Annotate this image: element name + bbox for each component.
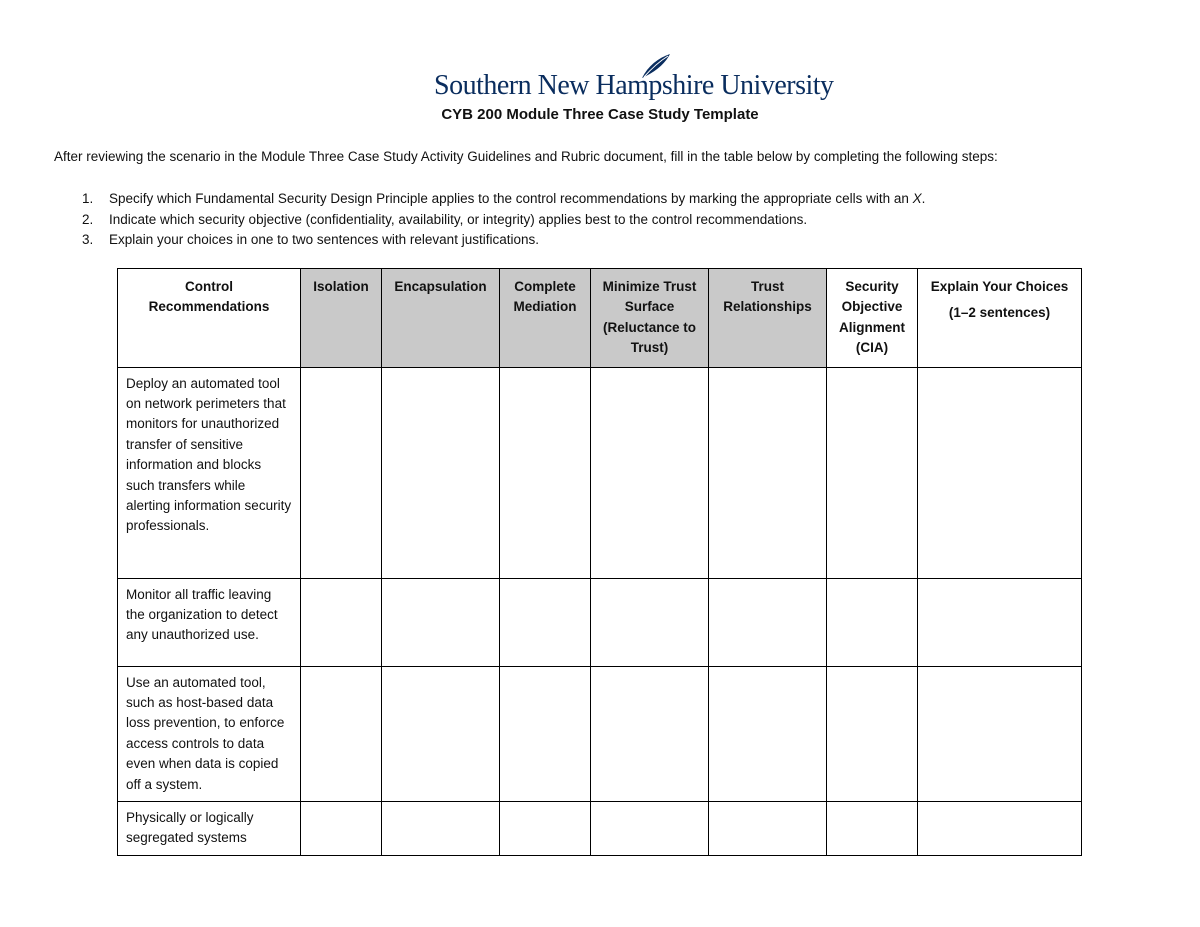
- explain-cell[interactable]: [918, 578, 1082, 666]
- recommendation-cell: Use an automated tool, such as host-based data loss prevention, to enforce access controls to data even when data is copied off a system.: [118, 666, 301, 801]
- isolation-cell[interactable]: [301, 802, 382, 856]
- step-text: Specify which Fundamental Security Design Principle applies to the control recommendations by marking the appropriate cells with an: [109, 191, 913, 206]
- table-header-row: [118, 269, 1082, 368]
- complete-mediation-cell[interactable]: [500, 666, 591, 801]
- recommendation-cell: Deploy an automated tool on network perimeters that monitors for unauthorized transfer of sensitive information and blocks such transfers while alerting information security professionals.: [118, 367, 301, 578]
- header-explain-choices: [918, 269, 1082, 368]
- logo-wordmark: Southern New Hampshire University: [434, 70, 834, 101]
- document-title: CYB 200 Module Three Case Study Template: [441, 106, 759, 123]
- university-logo: [434, 52, 834, 102]
- header-minimize-trust-surface: Minimize Trust Surface (Reluctance to Trust): [591, 269, 709, 368]
- step-text-end: .: [921, 191, 926, 206]
- complete-mediation-cell[interactable]: [500, 802, 591, 856]
- trust-relationships-cell[interactable]: [709, 578, 827, 666]
- intro-paragraph: After reviewing the scenario in the Module Three Case Study Activity Guidelines and Rubric document, fill in the table below by completing the following steps:: [54, 149, 998, 164]
- minimize-trust-cell[interactable]: [591, 802, 709, 856]
- step-number: 1.: [82, 191, 94, 206]
- trust-relationships-cell[interactable]: [709, 666, 827, 801]
- security-objective-cell[interactable]: [827, 666, 918, 801]
- explain-cell[interactable]: [918, 802, 1082, 856]
- step-text: Indicate which security objective (confidentiality, availability, or integrity) applies best to the control recommendations.: [109, 211, 808, 227]
- explain-cell[interactable]: [918, 666, 1082, 801]
- explain-cell[interactable]: [918, 367, 1082, 578]
- leaf-icon: [640, 52, 672, 80]
- isolation-cell[interactable]: [301, 367, 382, 578]
- encapsulation-cell[interactable]: [382, 666, 500, 801]
- header-encapsulation: Encapsulation: [382, 269, 500, 368]
- instruction-steps: [82, 189, 925, 251]
- isolation-cell[interactable]: [301, 666, 382, 801]
- step-item: [82, 230, 925, 251]
- trust-relationships-cell[interactable]: [709, 367, 827, 578]
- security-objective-cell[interactable]: [827, 802, 918, 856]
- header-complete-mediation: Complete Mediation: [500, 269, 591, 368]
- recommendation-cell: Physically or logically segregated systems: [118, 802, 301, 856]
- table-row: [118, 578, 1082, 666]
- minimize-trust-cell[interactable]: [591, 666, 709, 801]
- step-item: [82, 210, 925, 231]
- step-number: 2.: [82, 211, 94, 227]
- minimize-trust-cell[interactable]: [591, 578, 709, 666]
- step-item: [82, 189, 925, 210]
- complete-mediation-cell[interactable]: [500, 367, 591, 578]
- trust-relationships-cell[interactable]: [709, 802, 827, 856]
- encapsulation-cell[interactable]: [382, 802, 500, 856]
- complete-mediation-cell[interactable]: [500, 578, 591, 666]
- header-trust-relationships: Trust Relationships: [709, 269, 827, 368]
- step-number: 3.: [82, 232, 94, 247]
- explain-label: Explain Your Choices: [930, 279, 1069, 294]
- minimize-trust-cell[interactable]: [591, 367, 709, 578]
- security-objective-cell[interactable]: [827, 578, 918, 666]
- table-row: [118, 367, 1082, 578]
- table-row: [118, 802, 1082, 856]
- encapsulation-cell[interactable]: [382, 578, 500, 666]
- table-row: [118, 666, 1082, 801]
- encapsulation-cell[interactable]: [382, 367, 500, 578]
- security-objective-cell[interactable]: [827, 367, 918, 578]
- isolation-cell[interactable]: [301, 578, 382, 666]
- step-italic: X: [912, 191, 922, 206]
- header-security-objective: Security Objective Alignment (CIA): [827, 269, 918, 368]
- case-study-table: [117, 268, 1082, 856]
- header-isolation: Isolation: [301, 269, 382, 368]
- explain-sublabel: (1–2 sentences): [948, 305, 1051, 321]
- recommendation-cell: Monitor all traffic leaving the organization to detect any unauthorized use.: [118, 578, 301, 666]
- step-text: Explain your choices in one to two sentences with relevant justifications.: [109, 232, 539, 247]
- header-control-recommendations: Control Recommendations: [118, 269, 301, 368]
